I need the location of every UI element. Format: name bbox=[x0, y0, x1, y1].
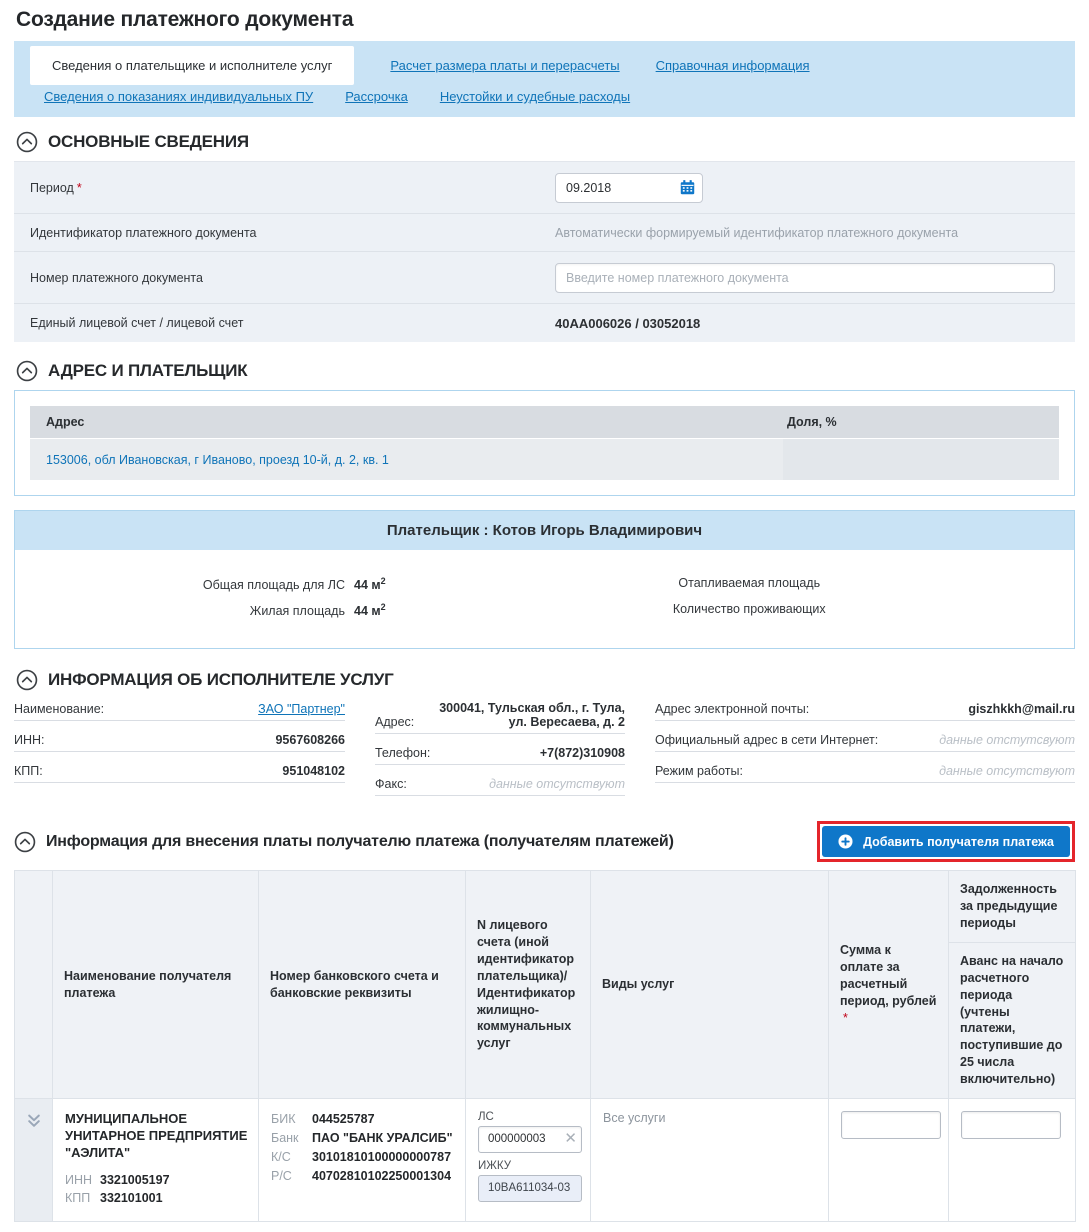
provider-address-row bbox=[375, 699, 625, 734]
bank-bik: БИК 044525787 bbox=[271, 1111, 375, 1126]
service-types-cell bbox=[591, 1098, 829, 1221]
advance-input[interactable] bbox=[961, 1111, 1061, 1139]
provider-hours-value: данные отсутствуют bbox=[939, 764, 1075, 779]
payee-table-row bbox=[15, 1098, 1076, 1221]
heated-area-label: Отапливаемая площадь bbox=[678, 576, 821, 590]
tab-installment[interactable]: Рассрочка bbox=[345, 89, 408, 104]
clear-icon[interactable]: ✕ bbox=[564, 1129, 577, 1147]
tab-payer-and-provider[interactable]: Сведения о плательщике и исполнителе услуг bbox=[30, 46, 354, 85]
plus-circle-icon bbox=[838, 834, 853, 849]
provider-inn-value: 9567608266 bbox=[275, 733, 345, 748]
total-area-row bbox=[15, 576, 545, 592]
col-header-advance: Аванс на начало расчетного периода (учтены платежи, поступившие до 25 числа включительно) bbox=[960, 953, 1064, 1087]
basic-section-body bbox=[14, 161, 1075, 342]
period-date-field bbox=[555, 173, 703, 203]
account-id-cell bbox=[466, 1098, 591, 1221]
tab-penalties-court-costs[interactable]: Неустойки и судебные расходы bbox=[439, 89, 631, 104]
service-types-value: Все услуги bbox=[603, 1110, 666, 1125]
doc-id-label: Идентификатор платежного документа bbox=[30, 225, 257, 240]
calendar-icon[interactable] bbox=[672, 174, 702, 202]
col-header-service-types: Виды услуг bbox=[591, 871, 829, 1099]
bank-corr-account: К/С 30101810100000000787 bbox=[271, 1149, 452, 1164]
provider-phone-label: Телефон: bbox=[375, 746, 431, 761]
provider-address-value: 300041, Тульская обл., г. Тула, ул. Вересаева, д. 2 bbox=[439, 701, 625, 730]
provider-email-value: giszhkkh@mail.ru bbox=[968, 702, 1075, 717]
provider-name-label: Наименование: bbox=[14, 702, 105, 717]
basic-section-title: ОСНОВНЫЕ СВЕДЕНИЯ bbox=[48, 132, 249, 151]
provider-kpp-value: 951048102 bbox=[282, 764, 345, 779]
period-label: Период * bbox=[30, 180, 82, 195]
provider-website-value: данные отстутсвуют bbox=[939, 733, 1075, 748]
ls-label: ЛС bbox=[478, 1110, 494, 1123]
doc-id-auto-text: Автоматически формируемый идентификатор платежного документа bbox=[555, 225, 959, 240]
highlight-annotation bbox=[817, 821, 1075, 862]
basic-section-header bbox=[16, 131, 1075, 153]
required-asterisk: * bbox=[76, 180, 82, 195]
tab-bar bbox=[14, 41, 1075, 117]
address-link[interactable]: 153006, обл Ивановская, г Иваново, проезд 10-й, д. 2, кв. 1 bbox=[46, 453, 389, 467]
address-section-header bbox=[16, 360, 1075, 382]
account-label: Единый лицевой счет / лицевой счет bbox=[30, 316, 244, 330]
provider-fax-value: данные отсутствуют bbox=[489, 777, 625, 792]
provider-website-label: Официальный адрес в сети Интернет: bbox=[655, 733, 879, 748]
tab-reference-info[interactable]: Справочная информация bbox=[655, 58, 810, 73]
provider-hours-label: Режим работы: bbox=[655, 764, 743, 779]
living-area-label: Жилая площадь bbox=[249, 604, 345, 619]
tab-payment-calculation[interactable]: Расчет размера платы и перерасчеты bbox=[390, 58, 620, 73]
address-panel bbox=[14, 390, 1075, 496]
amount-due-cell bbox=[829, 1098, 949, 1221]
payer-header: Плательщик : Котов Игорь Владимирович bbox=[15, 511, 1074, 550]
address-section-title: АДРЕС И ПЛАТЕЛЬЩИК bbox=[48, 361, 248, 380]
provider-inn-label: ИНН: bbox=[14, 733, 45, 748]
payee-name-cell bbox=[53, 1098, 259, 1221]
collapse-chevron-icon[interactable] bbox=[16, 669, 38, 691]
provider-hours-row bbox=[655, 761, 1075, 783]
payee-inn: ИНН 3321005197 bbox=[65, 1172, 170, 1187]
living-area-row bbox=[15, 602, 545, 618]
provider-name-row bbox=[14, 699, 345, 721]
col-header-debt: Задолженность за предыдущие периоды bbox=[949, 871, 1075, 943]
page-title: Создание платежного документа bbox=[16, 8, 354, 31]
col-header-amount-due: Сумма к оплате за расчетный период, рублей * bbox=[829, 871, 949, 1099]
payees-section-title: Информация для внесения платы получателю платежа (получателям платежей) bbox=[46, 832, 674, 850]
provider-name-link[interactable]: ЗАО "Партнер" bbox=[258, 702, 345, 717]
provider-section-header bbox=[16, 669, 1075, 691]
share-cell bbox=[783, 439, 1059, 480]
provider-address-label: Адрес: bbox=[375, 715, 415, 730]
period-row bbox=[14, 162, 1075, 214]
doc-id-row bbox=[14, 214, 1075, 252]
living-area-value: 44 $м^2$ bbox=[354, 602, 386, 619]
bank-details-cell bbox=[259, 1098, 466, 1221]
advance-cell bbox=[949, 1098, 1076, 1221]
provider-fax-row bbox=[375, 774, 625, 796]
collapse-chevron-icon[interactable] bbox=[14, 831, 36, 853]
amount-due-input[interactable] bbox=[841, 1111, 941, 1139]
provider-email-label: Адрес электронной почты: bbox=[655, 702, 810, 717]
period-input[interactable] bbox=[556, 181, 672, 195]
provider-details bbox=[14, 699, 1075, 805]
tab-meter-readings[interactable]: Сведения о показаниях индивидуальных ПУ bbox=[44, 89, 314, 104]
provider-phone-row bbox=[375, 743, 625, 765]
address-column-header: Адрес bbox=[46, 415, 85, 429]
payer-panel bbox=[14, 510, 1075, 649]
total-area-label: Общая площадь для ЛС bbox=[202, 578, 345, 593]
expand-row-cell bbox=[15, 1098, 53, 1221]
expand-row-icon[interactable] bbox=[26, 1113, 42, 1132]
collapse-chevron-icon[interactable] bbox=[16, 131, 38, 153]
address-table-row bbox=[30, 439, 1059, 480]
doc-number-row bbox=[14, 252, 1075, 304]
provider-website-row bbox=[655, 730, 1075, 752]
total-area-value: 44 $м^2$ bbox=[354, 576, 386, 593]
provider-kpp-row bbox=[14, 761, 345, 783]
col-header-account-id: N лицевого счета (иной идентификатор плательщика)/ Идентификатор жилищно-коммунальных услуг bbox=[466, 871, 591, 1099]
payees-table bbox=[14, 870, 1076, 1222]
account-row bbox=[14, 304, 1075, 342]
bank-name: Банк ПАО "БАНК УРАЛСИБ" bbox=[271, 1130, 453, 1145]
col-header-bank-details: Номер банковского счета и банковские реквизиты bbox=[259, 871, 466, 1099]
provider-section-title: ИНФОРМАЦИЯ ОБ ИСПОЛНИТЕЛЕ УСЛУГ bbox=[48, 670, 394, 690]
provider-fax-label: Факс: bbox=[375, 777, 407, 792]
col-header-debt-advance bbox=[949, 871, 1076, 1099]
doc-number-label: Номер платежного документа bbox=[30, 270, 203, 285]
payee-kpp: КПП 332101001 bbox=[65, 1191, 163, 1206]
provider-phone-value: +7(872)310908 bbox=[539, 746, 625, 761]
provider-inn-row bbox=[14, 730, 345, 752]
payees-table-header-row bbox=[15, 871, 1076, 1099]
expand-column-header bbox=[15, 871, 53, 1099]
provider-email-row bbox=[655, 699, 1075, 721]
payee-name: МУНИЦИПАЛЬНОЕ УНИТАРНОЕ ПРЕДПРИЯТИЕ "АЭЛИТА" bbox=[65, 1110, 248, 1160]
account-value: 40AA006026 / 03052018 bbox=[555, 315, 701, 331]
collapse-chevron-icon[interactable] bbox=[16, 360, 38, 382]
izhku-input bbox=[478, 1175, 582, 1202]
bank-settlement-account: Р/С 40702810102250001304 bbox=[271, 1168, 452, 1183]
share-column-header: Доля, % bbox=[787, 415, 837, 429]
add-payee-button[interactable]: Добавить получателя платежа bbox=[822, 826, 1070, 857]
provider-kpp-label: КПП: bbox=[14, 764, 43, 779]
payees-section-header bbox=[14, 821, 1075, 862]
col-header-payee-name: Наименование получателя платежа bbox=[53, 871, 259, 1099]
address-table-header bbox=[30, 406, 1059, 438]
doc-number-input[interactable] bbox=[555, 263, 1055, 293]
residents-label: Количество проживающих bbox=[672, 602, 826, 617]
izhku-label: ИЖКУ bbox=[478, 1159, 512, 1172]
